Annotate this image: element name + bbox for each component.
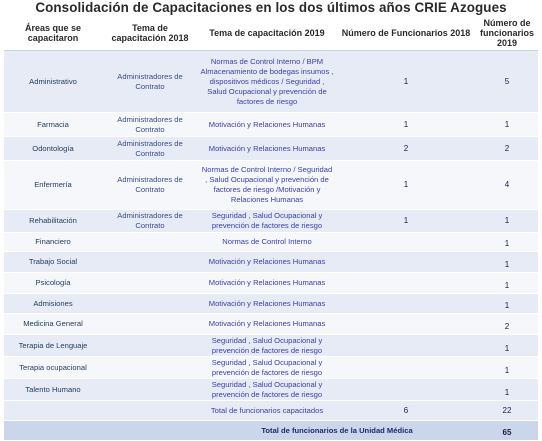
tema-2019-cell: Seguridad , Salud Ocupacional y prevención de factores de riesgo [198, 379, 336, 401]
total-row [4, 401, 538, 421]
tema-2019-cell: Motivación y Relaciones Humanas [198, 137, 336, 161]
num-2018-cell: 1 [336, 161, 476, 210]
tema-2018-cell: Administradores de Contrato [102, 137, 198, 161]
area-cell: Medicina General [4, 314, 102, 335]
total-num-2019: 22 [476, 401, 538, 421]
area-cell: Odontología [4, 137, 102, 161]
area-cell: Financiero [4, 233, 102, 252]
capacitaciones-table [4, 15, 538, 441]
tema-2019-cell: Normas de Control Interno / BPM Almacenamiento de bodegas insumos , dispositivos médicos / Seguridad , Salud Ocupacional y prevención de factores de riesgo [198, 51, 336, 113]
grand-total-label: Total de funcionarios de la Unidad Médica [198, 421, 476, 441]
tema-2019-cell: Motivación y Relaciones Humanas [198, 314, 336, 335]
total-label: Total de funcionarios capacitados [198, 401, 336, 421]
table-header-row [4, 15, 538, 51]
area-cell: Enfermería [4, 161, 102, 210]
header-num-2019: Número de funcionarios 2019 [476, 15, 538, 51]
num-2019-cell: 1 [476, 210, 538, 233]
table-row [4, 357, 538, 379]
header-tema-2019: Tema de capacitación 2019 [198, 15, 336, 51]
page-title: Consolidación de Capacitaciones en los dos últimos años CRIE Azogues [35, 0, 507, 15]
tema-2019-cell: Seguridad , Salud Ocupacional y prevención de factores de riesgo [198, 210, 336, 233]
num-2018-cell [336, 294, 476, 314]
tema-2018-cell [102, 294, 198, 314]
tema-2018-cell: Administradores de Contrato [102, 161, 198, 210]
total-num-2018: 6 [336, 401, 476, 421]
num-2018-cell [336, 357, 476, 379]
num-2019-cell: 1 [476, 294, 538, 314]
header-num-2018: Número de Funcionarios 2018 [336, 15, 476, 51]
grand-total-row [4, 421, 538, 441]
tema-2019-cell: Normas de Control Interno / Seguridad , Salud Ocupacional y prevención de factores de riesgo /Motivación y Relaciones Humanas [198, 161, 336, 210]
tema-2018-cell [102, 357, 198, 379]
num-2018-cell [336, 273, 476, 294]
table-row [4, 161, 538, 210]
tema-2018-cell: Administradores de Contrato [102, 51, 198, 113]
tema-2019-cell: Seguridad , Salud Ocupacional y prevención de factores de riesgo [198, 335, 336, 357]
total-tema-2018-cell [102, 401, 198, 421]
num-2018-cell: 1 [336, 113, 476, 137]
table-row [4, 335, 538, 357]
tema-2019-cell: Seguridad , Salud Ocupacional y prevención de factores de riesgo [198, 357, 336, 379]
header-area: Áreas que se capacitaron [4, 15, 102, 51]
area-cell: Farmacia [4, 113, 102, 137]
area-cell: Administrativo [4, 51, 102, 113]
num-2018-cell [336, 233, 476, 252]
tema-2018-cell [102, 233, 198, 252]
tema-2018-cell [102, 335, 198, 357]
grand-total-area-cell [4, 421, 102, 441]
area-cell: Trabajo Social [4, 252, 102, 273]
tema-2019-cell: Motivación y Relaciones Humanas [198, 294, 336, 314]
num-2018-cell [336, 379, 476, 401]
tema-2018-cell [102, 273, 198, 294]
num-2018-cell [336, 335, 476, 357]
table-row [4, 294, 538, 314]
table-row [4, 210, 538, 233]
tema-2018-cell [102, 314, 198, 335]
tema-2019-cell: Motivación y Relaciones Humanas [198, 113, 336, 137]
num-2019-cell: 1 [476, 113, 538, 137]
table-row [4, 51, 538, 113]
table-row [4, 252, 538, 273]
num-2018-cell: 1 [336, 210, 476, 233]
num-2019-cell: 1 [476, 252, 538, 273]
num-2018-cell [336, 252, 476, 273]
num-2019-cell: 1 [476, 273, 538, 294]
tema-2018-cell: Administradores de Contrato [102, 210, 198, 233]
table-row [4, 113, 538, 137]
num-2019-cell: 1 [476, 335, 538, 357]
grand-total-tema-2018-cell [102, 421, 198, 441]
area-cell: Talento Humano [4, 379, 102, 401]
area-cell: Admisiones [4, 294, 102, 314]
table-row [4, 314, 538, 335]
area-cell: Rehabilitación [4, 210, 102, 233]
tema-2018-cell [102, 379, 198, 401]
num-2019-cell: 1 [476, 379, 538, 401]
grand-total-num-2019: 65 [476, 421, 538, 441]
num-2018-cell: 2 [336, 137, 476, 161]
num-2019-cell: 5 [476, 51, 538, 113]
table-row [4, 137, 538, 161]
num-2018-cell: 1 [336, 51, 476, 113]
num-2018-cell [336, 314, 476, 335]
num-2019-cell: 4 [476, 161, 538, 210]
table-row [4, 379, 538, 401]
num-2019-cell: 2 [476, 314, 538, 335]
table-row [4, 273, 538, 294]
tema-2019-cell: Normas de Control Interno [198, 233, 336, 252]
num-2019-cell: 1 [476, 233, 538, 252]
tema-2018-cell [102, 252, 198, 273]
area-cell: Terapia de Lenguaje [4, 335, 102, 357]
tema-2019-cell: Motivación y Relaciones Humanas [198, 273, 336, 294]
table-row [4, 233, 538, 252]
num-2019-cell: 2 [476, 137, 538, 161]
tema-2018-cell: Administradores de Contrato [102, 113, 198, 137]
header-tema-2018: Tema de capacitación 2018 [102, 15, 198, 51]
num-2019-cell: 1 [476, 357, 538, 379]
area-cell: Terapia ocupacional [4, 357, 102, 379]
area-cell: Psicología [4, 273, 102, 294]
total-area-cell [4, 401, 102, 421]
tema-2019-cell: Motivación y Relaciones Humanas [198, 252, 336, 273]
